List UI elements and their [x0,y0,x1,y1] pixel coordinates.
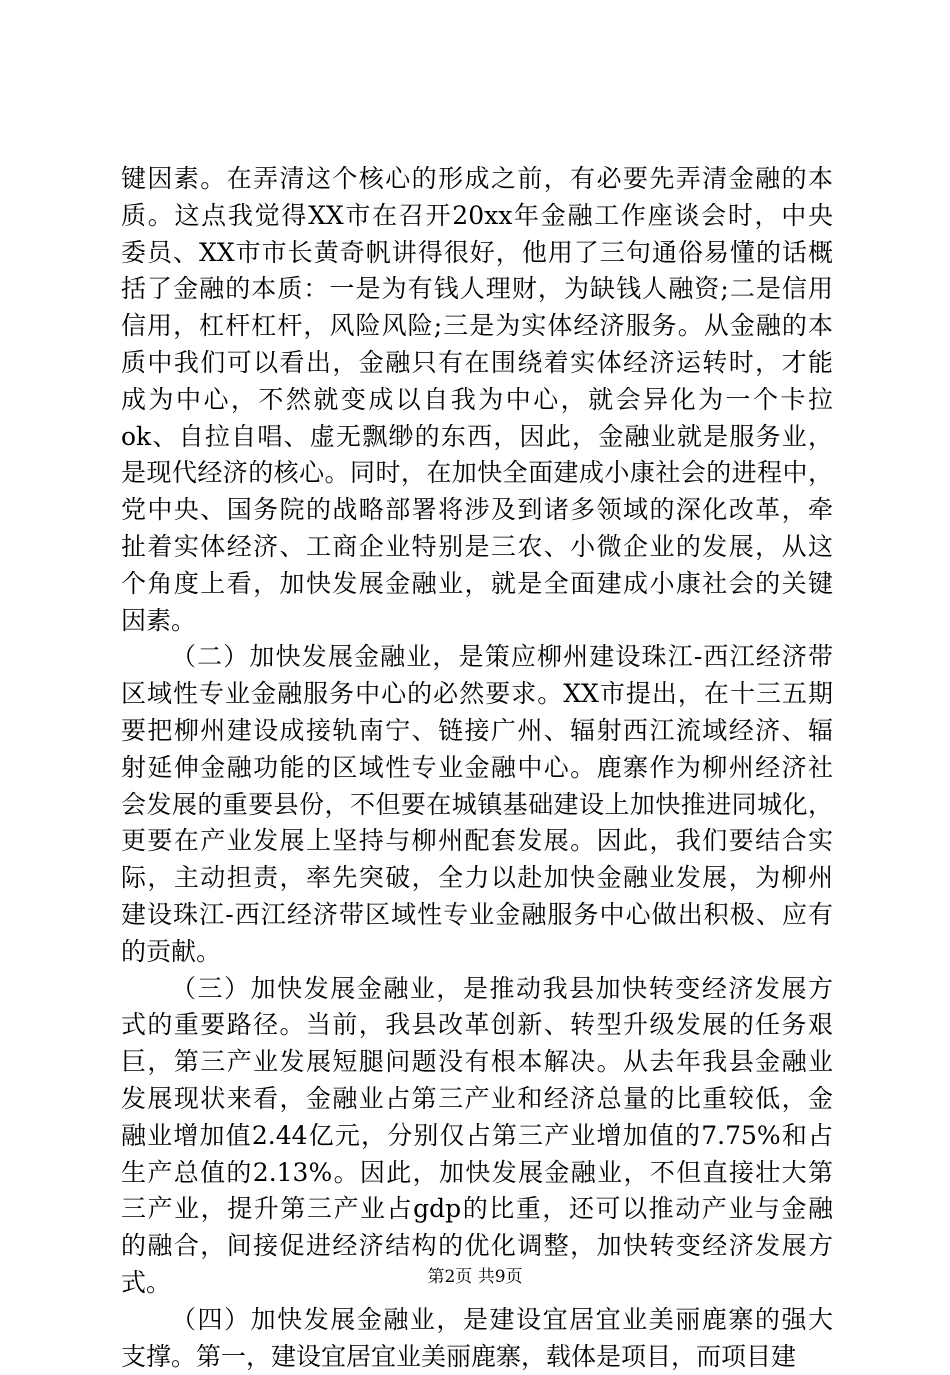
text-line: 发展现状来看，金融业占第三产业和经济总量的比重较低，金 [121,1081,833,1118]
text-line: 的融合，间接促进经济结构的优化调整，加快转变经济发展方 [121,1228,833,1265]
text-line: 个角度上看，加快发展金融业，就是全面建成小康社会的关键 [121,566,833,603]
text-line: （三）加快发展金融业，是推动我县加快转变经济发展方 [121,971,833,1008]
text-line: 区域性专业金融服务中心的必然要求。XX市提出，在十三五期 [121,676,833,713]
text-line: 三产业，提升第三产业占gdp的比重，还可以推动产业与金融 [121,1191,833,1228]
text-line: 要把柳州建设成接轨南宁、链接广州、辐射西江流域经济、辐 [121,713,833,750]
page-footer: 第2页 共9页 [0,1265,950,1289]
text-line: 键因素。在弄清这个核心的形成之前，有必要先弄清金融的本 [121,161,833,198]
text-line: 是现代经济的核心。同时，在加快全面建成小康社会的进程中， [121,455,833,492]
text-line: （四）加快发展金融业，是建设宜居宜业美丽鹿寨的强大 [121,1302,833,1339]
text-line: 因素。 [121,603,833,640]
text-line: （二）加快发展金融业，是策应柳州建设珠江-西江经济带 [121,639,833,676]
text-line: 会发展的重要县份，不但要在城镇基础建设上加快推进同城化， [121,787,833,824]
text-line: 扯着实体经济、工商企业特别是三农、小微企业的发展，从这 [121,529,833,566]
text-line: 射延伸金融功能的区域性专业金融中心。鹿寨作为柳州经济社 [121,750,833,787]
paragraph [121,639,833,970]
paragraph [121,971,833,1302]
text-line: 融业增加值2.44亿元，分别仅占第三产业增加值的7.75%和占 [121,1118,833,1155]
text-line: 建设珠江-西江经济带区域性专业金融服务中心做出积极、应有 [121,897,833,934]
text-line: 式的重要路径。当前，我县改革创新、转型升级发展的任务艰 [121,1007,833,1044]
text-line: 质中我们可以看出，金融只有在围绕着实体经济运转时，才能 [121,345,833,382]
text-line: ok、自拉自唱、虚无飘缈的东西，因此，金融业就是服务业， [121,419,833,456]
text-line: 更要在产业发展上坚持与柳州配套发展。因此，我们要结合实 [121,823,833,860]
text-line: 巨，第三产业发展短腿问题没有根本解决。从去年我县金融业 [121,1044,833,1081]
document-body [121,161,833,1375]
text-line: 括了金融的本质：一是为有钱人理财，为缺钱人融资;二是信用 [121,271,833,308]
text-line: 际，主动担责，率先突破，全力以赴加快金融业发展，为柳州 [121,860,833,897]
text-line: 成为中心，不然就变成以自我为中心，就会异化为一个卡拉 [121,382,833,419]
paragraph [121,161,833,639]
text-line: 信用，杠杆杠杆，风险风险;三是为实体经济服务。从金融的本 [121,308,833,345]
text-line: 式。 [121,1265,833,1302]
text-line: 党中央、国务院的战略部署将涉及到诸多领域的深化改革，牵 [121,492,833,529]
text-line: 的贡献。 [121,934,833,971]
paragraph [121,1302,833,1375]
text-line: 委员、XX市市长黄奇帆讲得很好，他用了三句通俗易懂的话概 [121,235,833,272]
text-line: 支撑。第一，建设宜居宜业美丽鹿寨，载体是项目，而项目建 [121,1339,833,1375]
text-line: 生产总值的2.13%。因此，加快发展金融业，不但直接壮大第 [121,1155,833,1192]
text-line: 质。这点我觉得XX市在召开20xx年金融工作座谈会时，中央 [121,198,833,235]
